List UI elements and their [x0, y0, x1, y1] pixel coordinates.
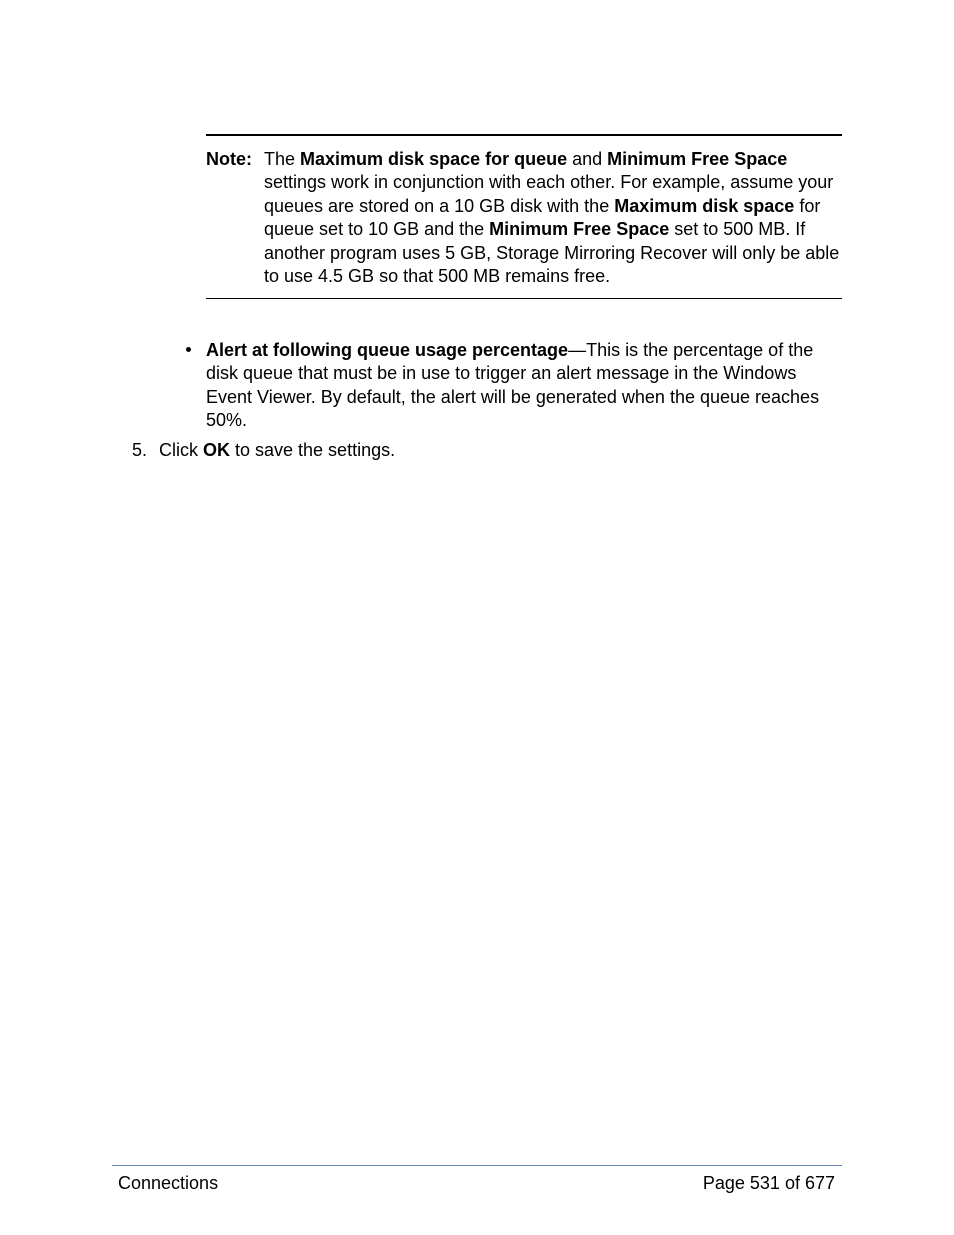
note-text [264, 148, 846, 288]
step-suffix: to save the settings. [230, 440, 396, 460]
note-term-minimum-free-space: Minimum Free Space [607, 149, 788, 169]
note-term-maximum-disk-space: Maximum disk space [614, 195, 795, 216]
step-text [159, 439, 395, 462]
bullet-term: Alert at following queue usage percentage [206, 340, 569, 360]
step-prefix: Click [159, 440, 203, 460]
footer-page-number: Page 531 of 677 [702, 1173, 835, 1193]
note-segment: set to 500 MB. If another program uses 5 GB, Storage Mirroring Recover will only be able to use 4.5 GB so that 500 MB remains free. [264, 219, 840, 287]
bullet-item-alert-percentage [206, 339, 846, 433]
step-number: 5. [132, 440, 148, 460]
bullet-dot [186, 347, 191, 352]
note-box [206, 134, 842, 299]
note-segment: settings work in conjunction with each other. For example, assume your queues are stored on a 10 GB disk with the [264, 172, 834, 216]
step-ok-label: OK [203, 440, 230, 460]
bullet-description: —This is the percentage of the disk queue that must be in use to trigger an alert message in the Windows Event Viewer. By default, the alert will be generated when the queue reaches 50%. [206, 340, 820, 431]
note-term-maximum-disk-space-for-queue: Maximum disk space for queue [300, 149, 568, 169]
note-segment: The [264, 149, 301, 169]
footer-section-title: Connections [118, 1173, 219, 1193]
note-segment: for queue set to 10 GB and the [264, 195, 821, 240]
note-label: Note: [206, 149, 252, 169]
footer-rule [112, 1165, 842, 1166]
note-segment: and [567, 149, 608, 169]
note-term-minimum-free-space: Minimum Free Space [489, 219, 670, 240]
